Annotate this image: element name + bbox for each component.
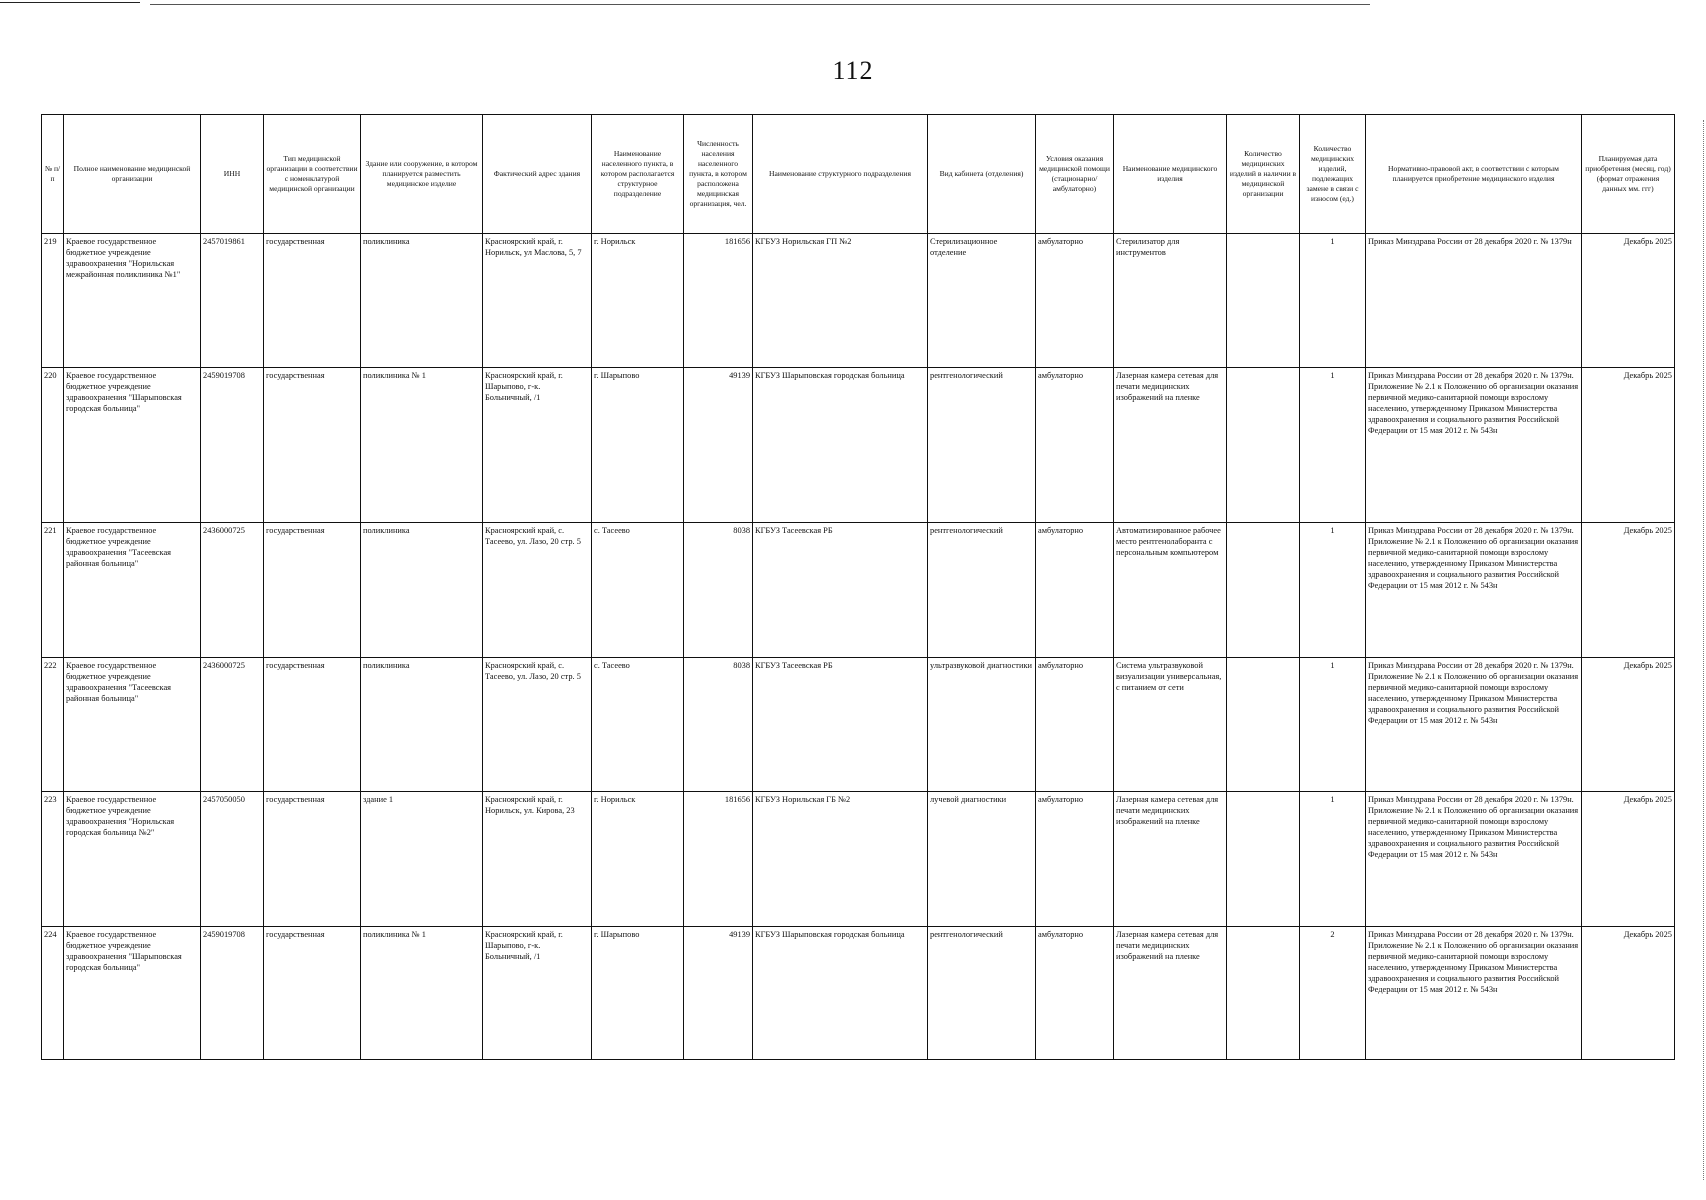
header-cell: ИНН — [201, 115, 264, 234]
header-cell: Количество медицинских изделий в наличии в медицинской организации — [1227, 115, 1300, 234]
address: Красноярский край, с. Тасеево, ул. Лазо, 20 стр. 5 — [483, 523, 592, 658]
locality: г. Шарыпово — [592, 927, 684, 1060]
planned-date: Декабрь 2025 — [1582, 658, 1675, 792]
table-row — [42, 658, 1675, 792]
header-cell: Тип медицинской организации в соответствии с номенклатурой медицинской организации — [264, 115, 361, 234]
devices-to-replace: 1 — [1300, 523, 1366, 658]
building: поликлиника — [361, 234, 483, 368]
header-cell: Наименование структурного подразделения — [753, 115, 928, 234]
legal-act: Приказ Минздрава России от 28 декабря 2020 г. № 1379н. Приложение № 2.1 к Положению об организации оказания первичной медико-санитарной помощи взрослому населению, утвержденному Приказом Министерства здравоохранения и социального развития Российской Федерации от 15 мая 2012 г. № 543н — [1366, 523, 1582, 658]
header-cell: № п/п — [42, 115, 64, 234]
care-conditions: амбулаторно — [1036, 658, 1114, 792]
address: Красноярский край, с. Тасеево, ул. Лазо, 20 стр. 5 — [483, 658, 592, 792]
table-header-row — [42, 115, 1675, 234]
org-type: государственная — [264, 368, 361, 523]
address: Красноярский край, г. Норильск, ул. Кирова, 23 — [483, 792, 592, 927]
address: Красноярский край, г. Шарыпово, г-к. Больничный, /1 — [483, 368, 592, 523]
table-row — [42, 234, 1675, 368]
population: 181656 — [684, 234, 753, 368]
legal-act: Приказ Минздрава России от 28 декабря 2020 г. № 1379н. Приложение № 2.1 к Положению об организации оказания первичной медико-санитарной помощи взрослому населению, утвержденному Приказом Министерства здравоохранения и социального развития Российской Федерации от 15 мая 2012 г. № 543н — [1366, 792, 1582, 927]
planned-date: Декабрь 2025 — [1582, 368, 1675, 523]
page-number: 112 — [832, 56, 874, 85]
devices-to-replace: 1 — [1300, 658, 1366, 792]
locality: г. Шарыпово — [592, 368, 684, 523]
care-conditions: амбулаторно — [1036, 234, 1114, 368]
device-name: Система ультразвуковой визуализации универсальная, с питанием от сети — [1114, 658, 1227, 792]
building: поликлиника № 1 — [361, 368, 483, 523]
inn: 2457050050 — [201, 792, 264, 927]
header-cell: Нормативно-правовой акт, в соответствии с которым планируется приобретение медицинского изделия — [1366, 115, 1582, 234]
devices-available — [1227, 368, 1300, 523]
scan-artifact-line — [0, 2, 140, 3]
legal-act: Приказ Минздрава России от 28 декабря 2020 г. № 1379н — [1366, 234, 1582, 368]
building: поликлиника — [361, 658, 483, 792]
devices-available — [1227, 523, 1300, 658]
row-number: 224 — [42, 927, 64, 1060]
org-type: государственная — [264, 234, 361, 368]
legal-act: Приказ Минздрава России от 28 декабря 2020 г. № 1379н. Приложение № 2.1 к Положению об организации оказания первичной медико-санитарной помощи взрослому населению, утвержденному Приказом Министерства здравоохранения и социального развития Российской Федерации от 15 мая 2012 г. № 543н — [1366, 368, 1582, 523]
locality: с. Тасеево — [592, 658, 684, 792]
device-name: Лазерная камера сетевая для печати медицинских изображений на пленке — [1114, 368, 1227, 523]
population: 49139 — [684, 927, 753, 1060]
header-cell: Численность населения населенного пункта, в котором расположена медицинская организация, чел. — [684, 115, 753, 234]
locality: г. Норильск — [592, 234, 684, 368]
device-name: Стерилизатор для инструментов — [1114, 234, 1227, 368]
row-number: 219 — [42, 234, 64, 368]
legal-act: Приказ Минздрава России от 28 декабря 2020 г. № 1379н. Приложение № 2.1 к Положению об организации оказания первичной медико-санитарной помощи взрослому населению, утвержденному Приказом Министерства здравоохранения и социального развития Российской Федерации от 15 мая 2012 г. № 543н — [1366, 658, 1582, 792]
structural-unit: КГБУЗ Тасеевская РБ — [753, 523, 928, 658]
cabinet-type: рентгенологический — [928, 368, 1036, 523]
devices-available — [1227, 792, 1300, 927]
inn: 2457019861 — [201, 234, 264, 368]
cabinet-type: рентгенологический — [928, 523, 1036, 658]
population: 49139 — [684, 368, 753, 523]
header-cell: Вид кабинета (отделения) — [928, 115, 1036, 234]
header-cell: Планируемая дата приобретения (месяц, год) (формат отражения данных мм. ггг) — [1582, 115, 1675, 234]
row-number: 221 — [42, 523, 64, 658]
legal-act: Приказ Минздрава России от 28 декабря 2020 г. № 1379н. Приложение № 2.1 к Положению об организации оказания первичной медико-санитарной помощи взрослому населению, утвержденному Приказом Министерства здравоохранения и социального развития Российской Федерации от 15 мая 2012 г. № 543н — [1366, 927, 1582, 1060]
locality: г. Норильск — [592, 792, 684, 927]
building: здание 1 — [361, 792, 483, 927]
table-row — [42, 523, 1675, 658]
care-conditions: амбулаторно — [1036, 927, 1114, 1060]
cabinet-type: Стерилизационное отделение — [928, 234, 1036, 368]
org-name: Краевое государственное бюджетное учреждение здравоохранения "Тасеевская районная больница" — [64, 658, 201, 792]
org-type: государственная — [264, 792, 361, 927]
devices-available — [1227, 927, 1300, 1060]
cabinet-type: ультразвуковой диагностики — [928, 658, 1036, 792]
scan-edge-mark — [1700, 120, 1704, 1180]
structural-unit: КГБУЗ Норильская ГБ №2 — [753, 792, 928, 927]
building: поликлиника — [361, 523, 483, 658]
address: Красноярский край, г. Шарыпово, г-к. Больничный, /1 — [483, 927, 592, 1060]
inn: 2436000725 — [201, 523, 264, 658]
org-type: государственная — [264, 523, 361, 658]
table-row — [42, 927, 1675, 1060]
structural-unit: КГБУЗ Шарыповская городская больница — [753, 927, 928, 1060]
table-row — [42, 792, 1675, 927]
header-cell: Фактический адрес здания — [483, 115, 592, 234]
cabinet-type: рентгенологический — [928, 927, 1036, 1060]
scan-artifact-line — [150, 4, 1370, 5]
care-conditions: амбулаторно — [1036, 792, 1114, 927]
header-cell: Полное наименование медицинской организации — [64, 115, 201, 234]
devices-to-replace: 1 — [1300, 234, 1366, 368]
row-number: 220 — [42, 368, 64, 523]
planned-date: Декабрь 2025 — [1582, 792, 1675, 927]
org-name: Краевое государственное бюджетное учреждение здравоохранения "Шарыповская городская больница" — [64, 927, 201, 1060]
planned-date: Декабрь 2025 — [1582, 234, 1675, 368]
population: 8038 — [684, 523, 753, 658]
inn: 2459019708 — [201, 368, 264, 523]
org-name: Краевое государственное бюджетное учреждение здравоохранения "Норильская межрайонная поликлиника №1" — [64, 234, 201, 368]
equipment-table — [41, 114, 1675, 1060]
header-cell: Наименование медицинского изделия — [1114, 115, 1227, 234]
device-name: Автоматизированное рабочее место рентгенолаборанта с персональным компьютером — [1114, 523, 1227, 658]
devices-to-replace: 1 — [1300, 792, 1366, 927]
structural-unit: КГБУЗ Тасеевская РБ — [753, 658, 928, 792]
devices-available — [1227, 658, 1300, 792]
header-cell: Условия оказания медицинской помощи (стационарно/ амбулаторно) — [1036, 115, 1114, 234]
devices-to-replace: 1 — [1300, 368, 1366, 523]
org-name: Краевое государственное бюджетное учреждение здравоохранения "Тасеевская районная больница" — [64, 523, 201, 658]
structural-unit: КГБУЗ Норильская ГП №2 — [753, 234, 928, 368]
header-cell: Здание или сооружение, в котором планируется разместить медицинское изделие — [361, 115, 483, 234]
devices-available — [1227, 234, 1300, 368]
planned-date: Декабрь 2025 — [1582, 523, 1675, 658]
cabinet-type: лучевой диагностики — [928, 792, 1036, 927]
row-number: 223 — [42, 792, 64, 927]
org-type: государственная — [264, 658, 361, 792]
row-number: 222 — [42, 658, 64, 792]
address: Красноярский край, г. Норильск, ул Маслова, 5, 7 — [483, 234, 592, 368]
device-name: Лазерная камера сетевая для печати медицинских изображений на пленке — [1114, 792, 1227, 927]
org-type: государственная — [264, 927, 361, 1060]
header-cell: Количество медицинских изделий, подлежащих замене в связи с износом (ед.) — [1300, 115, 1366, 234]
inn: 2459019708 — [201, 927, 264, 1060]
planned-date: Декабрь 2025 — [1582, 927, 1675, 1060]
device-name: Лазерная камера сетевая для печати медицинских изображений на пленке — [1114, 927, 1227, 1060]
care-conditions: амбулаторно — [1036, 368, 1114, 523]
care-conditions: амбулаторно — [1036, 523, 1114, 658]
org-name: Краевое государственное бюджетное учреждение здравоохранения "Норильская городская больница №2" — [64, 792, 201, 927]
building: поликлиника № 1 — [361, 927, 483, 1060]
inn: 2436000725 — [201, 658, 264, 792]
table-row — [42, 368, 1675, 523]
population: 181656 — [684, 792, 753, 927]
structural-unit: КГБУЗ Шарыповская городская больница — [753, 368, 928, 523]
locality: с. Тасеево — [592, 523, 684, 658]
devices-to-replace: 2 — [1300, 927, 1366, 1060]
population: 8038 — [684, 658, 753, 792]
org-name: Краевое государственное бюджетное учреждение здравоохранения "Шарыповская городская больница" — [64, 368, 201, 523]
header-cell: Наименование населенного пункта, в котором располагается структурное подразделение — [592, 115, 684, 234]
